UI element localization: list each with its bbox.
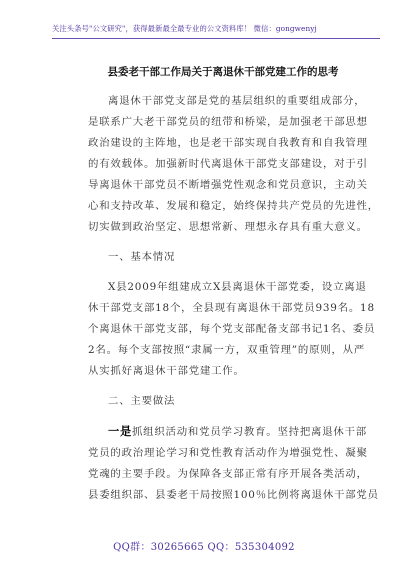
intro-paragraph xyxy=(88,91,379,238)
paragraph-line: 离退休干部党支部是党的基层组织的重要组成部分， xyxy=(108,95,366,107)
paragraph-line: 导离退休干部党员不断增强党性观念和党员意识，主动关 xyxy=(88,179,368,191)
page-header xyxy=(0,0,408,40)
paragraph-line: 党员的政治理论学习和党性教育活动作为增强党性、凝聚 xyxy=(88,447,368,459)
paragraph-line: 个离退休干部党支部，每个党支部配备支部书记1名、委员 xyxy=(88,323,376,335)
section-heading-main-practices: 二、主要做法 xyxy=(108,395,176,407)
lead-phrase: 一是 xyxy=(108,424,132,438)
paragraph-line: 切实做到政治坚定、思想常新、理想永存具有重大意义。 xyxy=(88,221,368,233)
paragraph-line: 心和支持改革、发展和稳定，始终保持共产党员的先进性， xyxy=(88,200,379,212)
section1-paragraph xyxy=(88,277,376,382)
paragraph-line xyxy=(88,421,367,443)
paragraph-line: 是联系广大老干部党员的纽带和桥梁，是加强老干部思想 xyxy=(88,116,368,128)
paragraph-line: 休干部党支部18个，全县现有离退休干部党员939名。18 xyxy=(88,302,375,314)
document-title: 县委老干部工作局关于离退休干部党建工作的思考 xyxy=(107,66,339,78)
footer-contact-text: QQ群：30265665 QQ：535304092 xyxy=(113,542,295,553)
paragraph-line-rest: 抓组织活动和党员学习教育。坚持把离退休干部 xyxy=(131,426,367,438)
page-footer xyxy=(0,534,408,556)
paragraph-line: 政治建设的主阵地，也是老干部实现自我教育和自我管理 xyxy=(88,137,368,149)
paragraph-line: X县2009年组建成立X县离退休干部党委，设立离退 xyxy=(108,281,367,293)
paragraph-line: 县委组织部、县委老干局按照100％比例将离退休干部党员 xyxy=(88,489,379,501)
paragraph-line: 从实抓好离退休干部党建工作。 xyxy=(88,365,245,377)
section2-paragraph xyxy=(88,421,379,506)
header-text: 关注头条号"公文研究"，获得最新最全最专业的公文资料库！ 微信：gongwenyj xyxy=(52,24,317,33)
section-heading-basic-situation: 一、基本情况 xyxy=(108,251,176,263)
document-body xyxy=(88,60,379,506)
paragraph-line: 的有效载体。加强新时代离退休干部党支部建设，对于引 xyxy=(88,158,368,170)
header-divider xyxy=(52,38,380,39)
paragraph-line: 党魂的主要手段。为保障各支部正常有序开展各类活动， xyxy=(88,468,368,480)
paragraph-line: 2名。每个支部按照“隶属一方，双重管理”的原则，从严 xyxy=(88,344,366,356)
